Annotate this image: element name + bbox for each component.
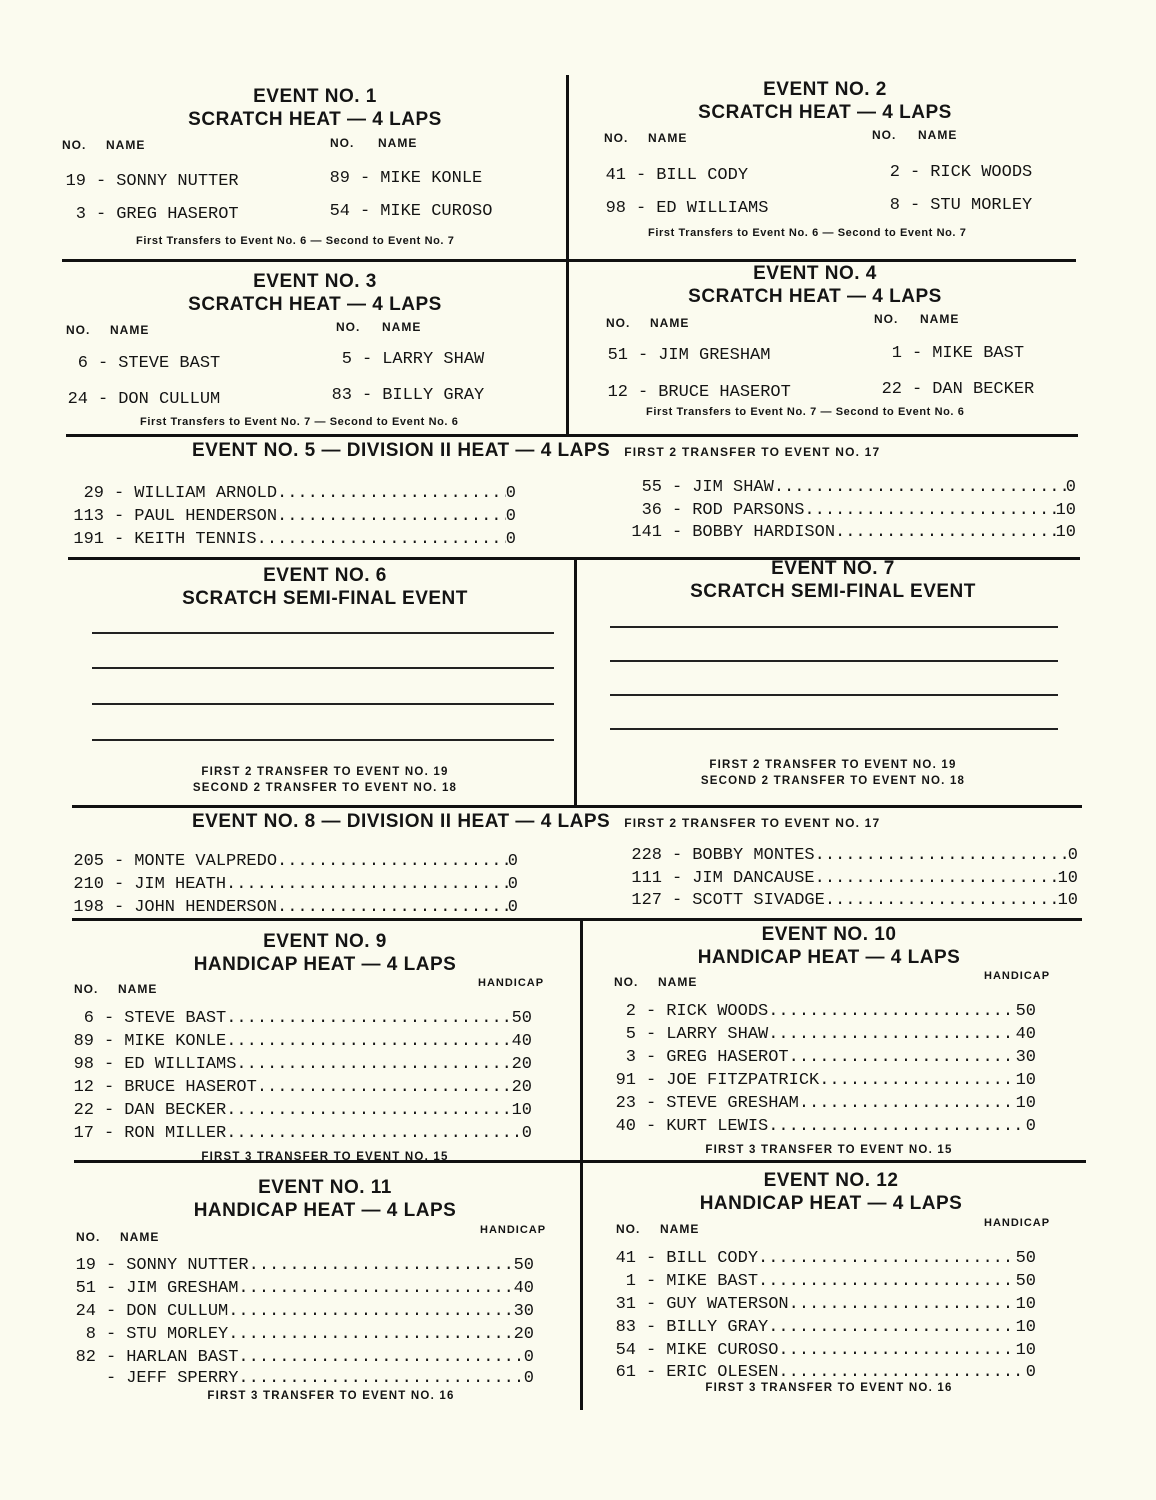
entry: 198 - JOHN HENDERSON ..... 0 (72, 898, 518, 917)
entry-blank-line (92, 739, 554, 741)
entry: 89 - MIKE KONLE (329, 169, 483, 188)
divider-4 (72, 805, 1082, 808)
col-header-name: NAME (118, 982, 158, 996)
entry: 141 - BOBBY HARDISON ..... 10 (630, 523, 1076, 542)
event-type: HANDICAP HEAT — 4 LAPS (699, 1193, 963, 1214)
event-type: HANDICAP HEAT — 4 LAPS (697, 947, 961, 968)
event-number: EVENT NO. 7 (771, 558, 895, 579)
entry: 54 - MIKE CUROSO ..... 10 (612, 1341, 1036, 1360)
entry: 12 - BRUCE HASEROT ..... 20 (70, 1078, 532, 1097)
entry: 2 - RICK WOODS (889, 163, 1033, 182)
entry: 51 - JIM GRESHAM (607, 346, 771, 365)
event-title (110, 1176, 540, 1222)
event-title (616, 1169, 1046, 1215)
entry: 22 - DAN BECKER (881, 380, 1035, 399)
entry: 98 - ED WILLIAMS ..... 20 (70, 1055, 532, 1074)
col-header-name: NAME (110, 323, 150, 337)
entry-blank-line (610, 694, 1058, 696)
col-header-no: NO. (604, 131, 629, 145)
entry-blank-line (610, 660, 1058, 662)
col-header-no: NO. (614, 975, 639, 989)
event-title (100, 270, 530, 316)
event-type: SCRATCH SEMI-FINAL EVENT (690, 581, 976, 602)
entry: 24 - DON CULLUM ..... 30 (72, 1302, 534, 1321)
transfer-note: FIRST 2 TRANSFER TO EVENT NO. 19 SECOND 2 TRANSFER TO EVENT NO. 18 (192, 766, 458, 794)
col-header-no: NO. (336, 320, 361, 334)
entry: 127 - SCOTT SIVADGE ..... 10 (630, 891, 1078, 910)
col-header-handicap: HANDICAP (478, 977, 545, 989)
entry: 40 - KURT LEWIS ..... 0 (612, 1117, 1036, 1136)
event-type: SCRATCH HEAT — 4 LAPS (188, 294, 442, 315)
event-title (614, 923, 1044, 969)
col-header-name: NAME (918, 128, 958, 142)
entry: 83 - BILLY GRAY (331, 386, 485, 405)
divider-5 (72, 918, 1082, 921)
event-title (600, 262, 1030, 308)
entry: 91 - JOE FITZPATRICK ..... 10 (612, 1071, 1036, 1090)
col-header-name: NAME (920, 312, 960, 326)
col-header-name: NAME (378, 136, 418, 150)
transfer-note: FIRST 2 TRANSFER TO EVENT NO. 19 SECOND 2 TRANSFER TO EVENT NO. 18 (700, 759, 966, 787)
entry: 29 - WILLIAM ARNOLD ..... 0 (72, 484, 516, 503)
entry: 22 - DAN BECKER ..... 10 (70, 1101, 532, 1120)
entry: 2 - RICK WOODS ..... 50 (612, 1002, 1036, 1021)
entry-blank-line (92, 703, 554, 705)
col-header-name: NAME (658, 975, 698, 989)
entry-blank-line (92, 632, 554, 634)
event-type: SCRATCH HEAT — 4 LAPS (188, 109, 442, 130)
event-type: HANDICAP HEAT — 4 LAPS (193, 954, 457, 975)
entry: 19 - SONNY NUTTER ..... 50 (72, 1256, 534, 1275)
transfer-note: First Transfers to Event No. 7 — Second to Event No. 6 (140, 416, 459, 428)
event-title (610, 78, 1040, 124)
transfer-note: First Transfers to Event No. 6 — Second to Event No. 7 (136, 235, 455, 247)
entry: 55 - JIM SHAW ..... 0 (630, 478, 1076, 497)
event-number: EVENT NO. 11 (258, 1177, 392, 1198)
entry: 24 - DON CULLUM (67, 390, 221, 409)
col-header-name: NAME (382, 320, 422, 334)
col-header-no: NO. (76, 1230, 101, 1244)
event-title (618, 557, 1048, 603)
entry: 1 - MIKE BAST (891, 344, 1025, 363)
entry: 61 - ERIC OLESEN ..... 0 (612, 1363, 1036, 1382)
event-number: EVENT NO. 9 (263, 931, 387, 952)
event-title (100, 85, 530, 131)
event-title: EVENT NO. 5 — DIVISION II HEAT — 4 LAPS FIRST 2 TRANSFER TO EVENT NO. 17 (192, 440, 881, 461)
entry-blank-line (610, 728, 1058, 730)
transfer-note: FIRST 2 TRANSFER TO EVENT NO. 17 (624, 816, 881, 830)
event-title: EVENT NO. 8 — DIVISION II HEAT — 4 LAPS FIRST 2 TRANSFER TO EVENT NO. 17 (192, 811, 881, 832)
col-header-no: NO. (874, 312, 899, 326)
entry: 31 - GUY WATERSON ..... 10 (612, 1295, 1036, 1314)
col-header-handicap: HANDICAP (984, 1217, 1051, 1229)
entry-blank-line (610, 626, 1058, 628)
col-header-no: NO. (330, 136, 355, 150)
entry: 3 - GREG HASEROT ..... 30 (612, 1048, 1036, 1067)
event-type: HANDICAP HEAT — 4 LAPS (193, 1200, 457, 1221)
entry: 3 - GREG HASEROT (75, 205, 239, 224)
col-header-no: NO. (616, 1222, 641, 1236)
col-header-name: NAME (650, 316, 690, 330)
event-number: EVENT NO. 3 (253, 271, 377, 292)
event-number: EVENT NO. 6 (263, 565, 387, 586)
entry: 82 - HARLAN BAST ..... 0 (72, 1348, 534, 1367)
entry: 113 - PAUL HENDERSON ..... 0 (72, 507, 516, 526)
event-number: EVENT NO. 2 (763, 79, 887, 100)
col-header-name: NAME (660, 1222, 700, 1236)
transfer-note: FIRST 3 TRANSFER TO EVENT NO. 16 (705, 1382, 953, 1394)
transfer-note: FIRST 3 TRANSFER TO EVENT NO. 15 (201, 1151, 449, 1163)
entry: 8 - STU MORLEY ..... 20 (72, 1325, 534, 1344)
entry: 51 - JIM GRESHAM ..... 40 (72, 1279, 534, 1298)
entry: 19 - SONNY NUTTER (65, 172, 239, 191)
entry: 191 - KEITH TENNIS ..... 0 (72, 530, 516, 549)
entry: 5 - LARRY SHAW ..... 40 (612, 1025, 1036, 1044)
divider-vertical-top (566, 75, 569, 435)
col-header-no: NO. (74, 982, 99, 996)
entry-blank-line (92, 667, 554, 669)
event-title (110, 930, 540, 976)
entry: 228 - BOBBY MONTES ..... 0 (630, 846, 1078, 865)
event-type: SCRATCH SEMI-FINAL EVENT (182, 588, 468, 609)
transfer-note: FIRST 3 TRANSFER TO EVENT NO. 16 (207, 1390, 455, 1402)
transfer-note: FIRST 2 TRANSFER TO EVENT NO. 17 (624, 445, 881, 459)
event-type: SCRATCH HEAT — 4 LAPS (698, 102, 952, 123)
entry: 17 - RON MILLER ..... 0 (70, 1124, 532, 1143)
event-number: EVENT NO. 1 (253, 86, 377, 107)
col-header-no: NO. (872, 128, 897, 142)
entry: 8 - STU MORLEY (889, 196, 1033, 215)
event-title (110, 564, 540, 610)
divider-vertical-mid (574, 557, 577, 807)
entry: 83 - BILLY GRAY ..... 10 (612, 1318, 1036, 1337)
transfer-note: First Transfers to Event No. 6 — Second to Event No. 7 (648, 227, 967, 239)
entry: 111 - JIM DANCAUSE ..... 10 (630, 869, 1078, 888)
entry: 6 - STEVE BAST (77, 354, 221, 373)
entry: 5 - LARRY SHAW (341, 350, 485, 369)
transfer-note: First Transfers to Event No. 7 — Second to Event No. 6 (646, 406, 965, 418)
col-header-no: NO. (62, 138, 87, 152)
entry: 41 - BILL CODY ..... 50 (612, 1249, 1036, 1268)
entry: 210 - JIM HEATH ..... 0 (72, 875, 518, 894)
col-header-no: NO. (66, 323, 91, 337)
col-header-name: NAME (106, 138, 146, 152)
event-number: EVENT NO. 10 (761, 924, 897, 945)
event-type: SCRATCH HEAT — 4 LAPS (688, 286, 942, 307)
event-number: EVENT NO. 4 (753, 263, 877, 284)
col-header-name: NAME (648, 131, 688, 145)
entry: 41 - BILL CODY (605, 166, 749, 185)
divider-2 (66, 434, 1078, 437)
col-header-no: NO. (606, 316, 631, 330)
divider-vertical-bottom (580, 918, 583, 1410)
entry: 23 - STEVE GRESHAM ..... 10 (612, 1094, 1036, 1113)
event-number: EVENT NO. 12 (763, 1170, 899, 1191)
entry: 1 - MIKE BAST ..... 50 (612, 1272, 1036, 1291)
entry: 89 - MIKE KONLE ..... 40 (70, 1032, 532, 1051)
col-header-handicap: HANDICAP (480, 1224, 547, 1236)
entry: 12 - BRUCE HASEROT (607, 383, 791, 402)
entry: - JEFF SPERRY ..... 0 (72, 1369, 534, 1388)
col-header-name: NAME (120, 1230, 160, 1244)
col-header-handicap: HANDICAP (984, 970, 1051, 982)
transfer-note: FIRST 3 TRANSFER TO EVENT NO. 15 (705, 1144, 953, 1156)
entry: 98 - ED WILLIAMS (605, 199, 769, 218)
entry: 36 - ROD PARSONS ..... 10 (630, 501, 1076, 520)
entry: 6 - STEVE BAST ..... 50 (70, 1009, 532, 1028)
entry: 54 - MIKE CUROSO (329, 202, 493, 221)
entry: 205 - MONTE VALPREDO ..... 0 (72, 852, 518, 871)
